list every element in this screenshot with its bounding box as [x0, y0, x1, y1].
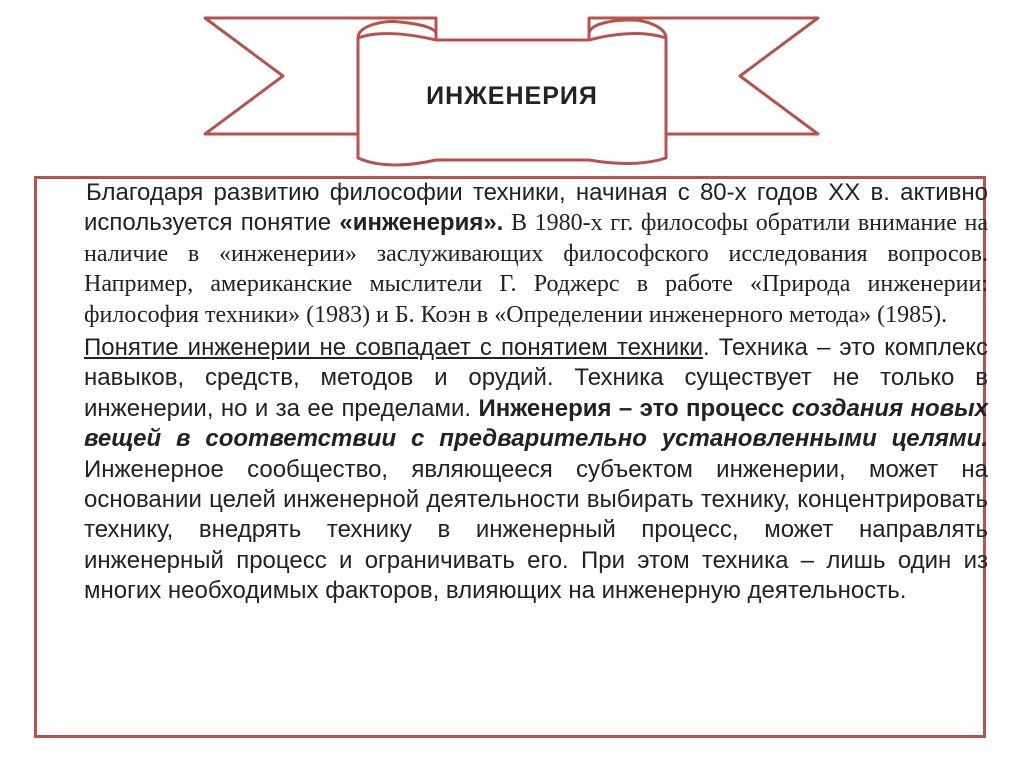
paragraph-definition-text-2: Инженерное сообщество, являющееся субъектом инженерии, может на основании целей инженерной деятельности выбирать технику, концентрировать технику, внедрять технику в инженерный процесс, может направлять инженерный процесс и ограничивать его. При этом техника – лишь один из многих необходимых факторов, влияющих на инженерную деятельность. [84, 455, 988, 605]
paragraph-definition [84, 333, 988, 607]
banner-title: ИНЖЕНЕРИЯ [426, 82, 598, 110]
text-block [84, 178, 988, 607]
paragraph-intro-text-1: Благодаря развитию философии техники, начиная с 80-х годов ХХ в. активно используется понятие [84, 179, 988, 237]
paragraph-intro-term: «инженерия». [339, 209, 504, 237]
paragraph-definition-bold: Инженерия – это процесс [478, 394, 792, 422]
paragraph-definition-bold-italic: создания новых вещей в соответствии с предварительно установленными целями. [84, 394, 989, 453]
paragraph-intro [84, 178, 988, 330]
paragraph-intro-text-2: В 1980-х гг. философы обратили внимание на наличие в «инженерии» заслуживающих философского исследования вопросов. Например, американские мыслители Г. Роджерс в работе «Природа инженерии: философия техники» (1983) и Б. Коэн в «Определении инженерного метода» (1985). [84, 210, 989, 328]
paragraph-definition-underlined: Понятие инженерии не совпадает с понятием техники [84, 334, 703, 362]
paragraph-definition-text-1: . Техника – это комплекс навыков, средств, методов и орудий. Техника существует не только в инженерии, но и за ее пределами. [84, 334, 988, 422]
